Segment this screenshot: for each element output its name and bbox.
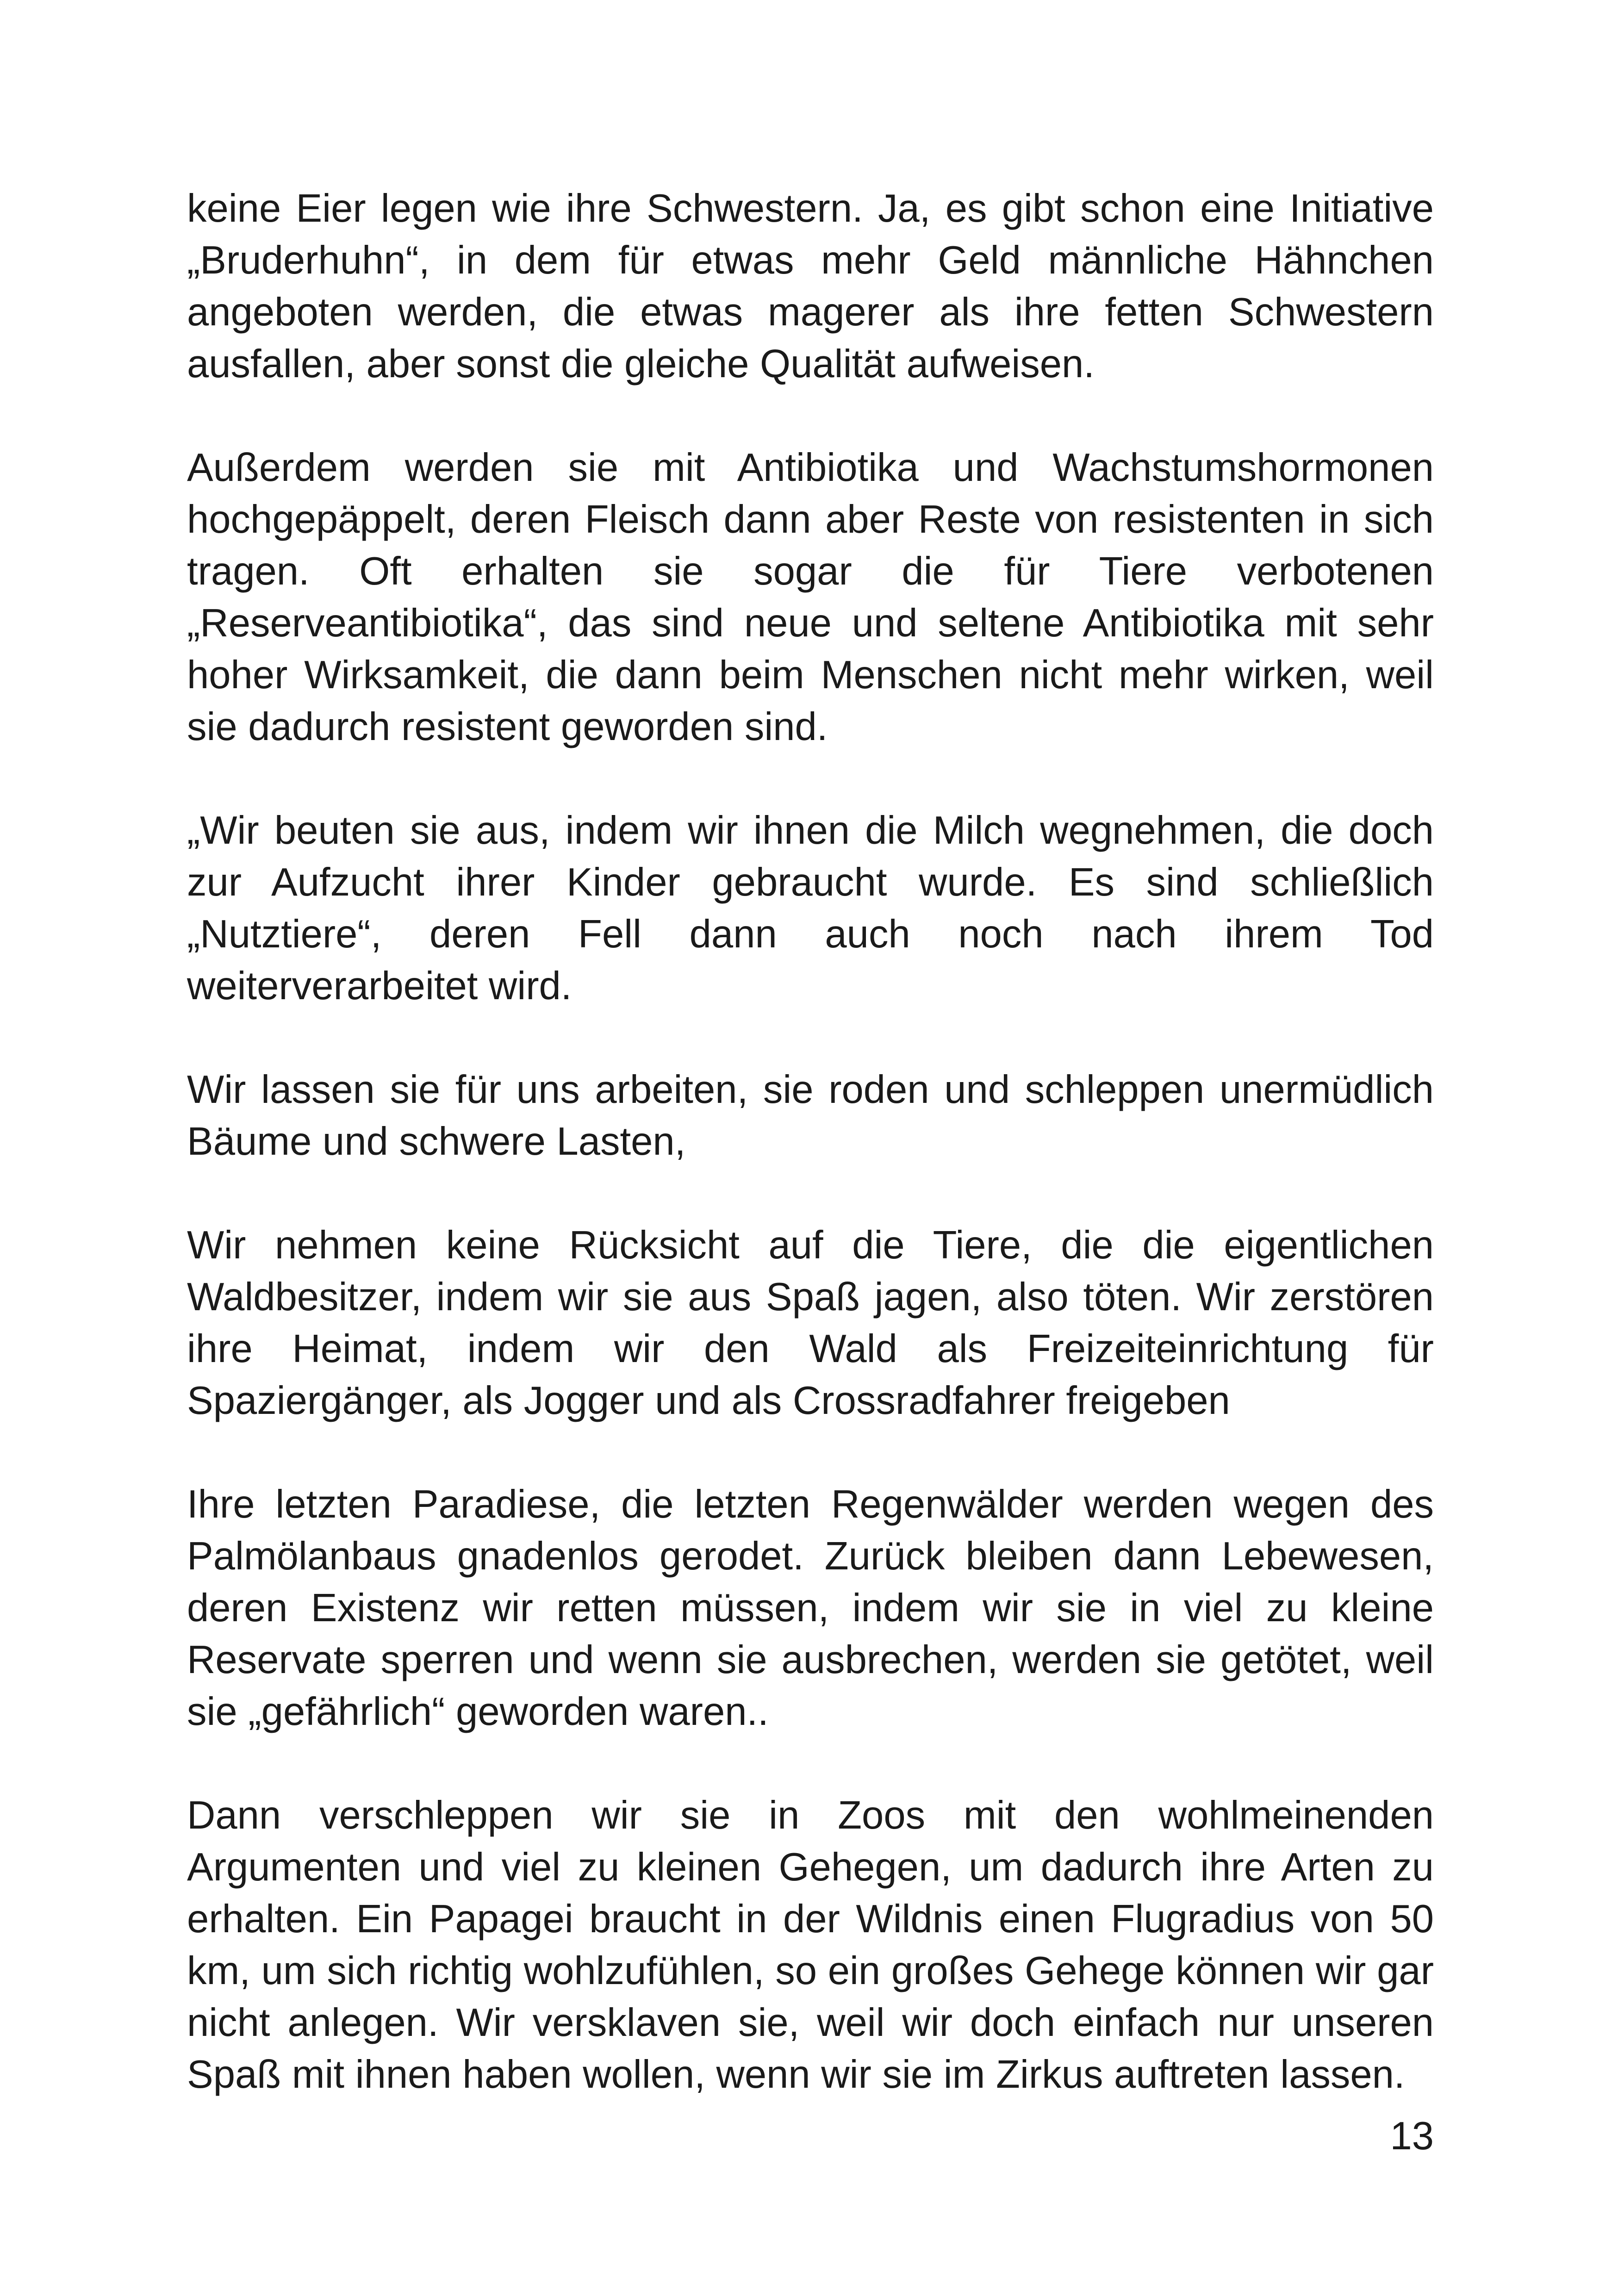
paragraph-2: Außerdem werden sie mit Antibiotika und Wachstumshormonen hochgepäppelt, deren Fleisch dann aber Reste von resistenten in sich tragen. Oft erhalten sie sogar die für Tiere verbotenen „Reserveantibiotika“, das sind neue und seltene Antibiotika mit sehr hoher Wirksamkeit, die dann beim Menschen nicht mehr wirken, weil sie dadurch resistent geworden sind. <box>187 446 1434 749</box>
paragraph-1: keine Eier legen wie ihre Schwestern. Ja, es gibt schon eine Initiative „Bruderhuhn“, in dem für etwas mehr Geld männliche Hähnchen angeboten werden, die etwas magerer als ihre fetten Schwestern ausfallen, aber sonst die gleiche Qualität aufweisen. <box>187 187 1434 386</box>
paragraph-6: Ihre letzten Paradiese, die letzten Regenwälder werden wegen des Palmölanbaus gnadenlos gerodet. Zurück bleiben dann Lebewesen, deren Existenz wir retten müssen, indem wir sie in viel zu kleine Reservate sperren und wenn sie ausbrechen, werden sie getötet, weil sie „gefährlich“ geworden waren.. <box>187 1482 1434 1734</box>
paragraph-7: Dann verschleppen wir sie in Zoos mit den wohlmeinenden Argumenten und viel zu kleinen Gehegen, um dadurch ihre Arten zu erhalten. Ein Papagei braucht in der Wildnis einen Flugradius von 50 km, um sich richtig wohlzufühlen, so ein großes Gehege können wir gar nicht anlegen. Wir versklaven sie, weil wir doch einfach nur unseren Spaß mit ihnen haben wollen, wenn wir sie im Zirkus auftreten lassen. <box>187 1793 1434 2097</box>
page-number: 13 <box>1390 2114 1434 2158</box>
body-text <box>187 183 1434 2153</box>
paragraph-5: Wir nehmen keine Rücksicht auf die Tiere, die die eigentlichen Waldbesitzer, indem wir sie aus Spaß jagen, also töten. Wir zerstören ihre Heimat, indem wir den Wald als Freizeiteinrichtung für Spaziergänger, als Jogger und als Crossradfahrer freigeben <box>187 1223 1434 1423</box>
paragraph-4: Wir lassen sie für uns arbeiten, sie roden und schleppen unermüdlich Bäume und schwere Lasten, <box>187 1068 1434 1164</box>
paragraph-3: „Wir beuten sie aus, indem wir ihnen die Milch wegnehmen, die doch zur Aufzucht ihrer Kinder gebraucht wurde. Es sind schließlich „Nutztiere“, deren Fell dann auch noch nach ihrem Tod weiterverarbeitet wird. <box>187 809 1434 1008</box>
